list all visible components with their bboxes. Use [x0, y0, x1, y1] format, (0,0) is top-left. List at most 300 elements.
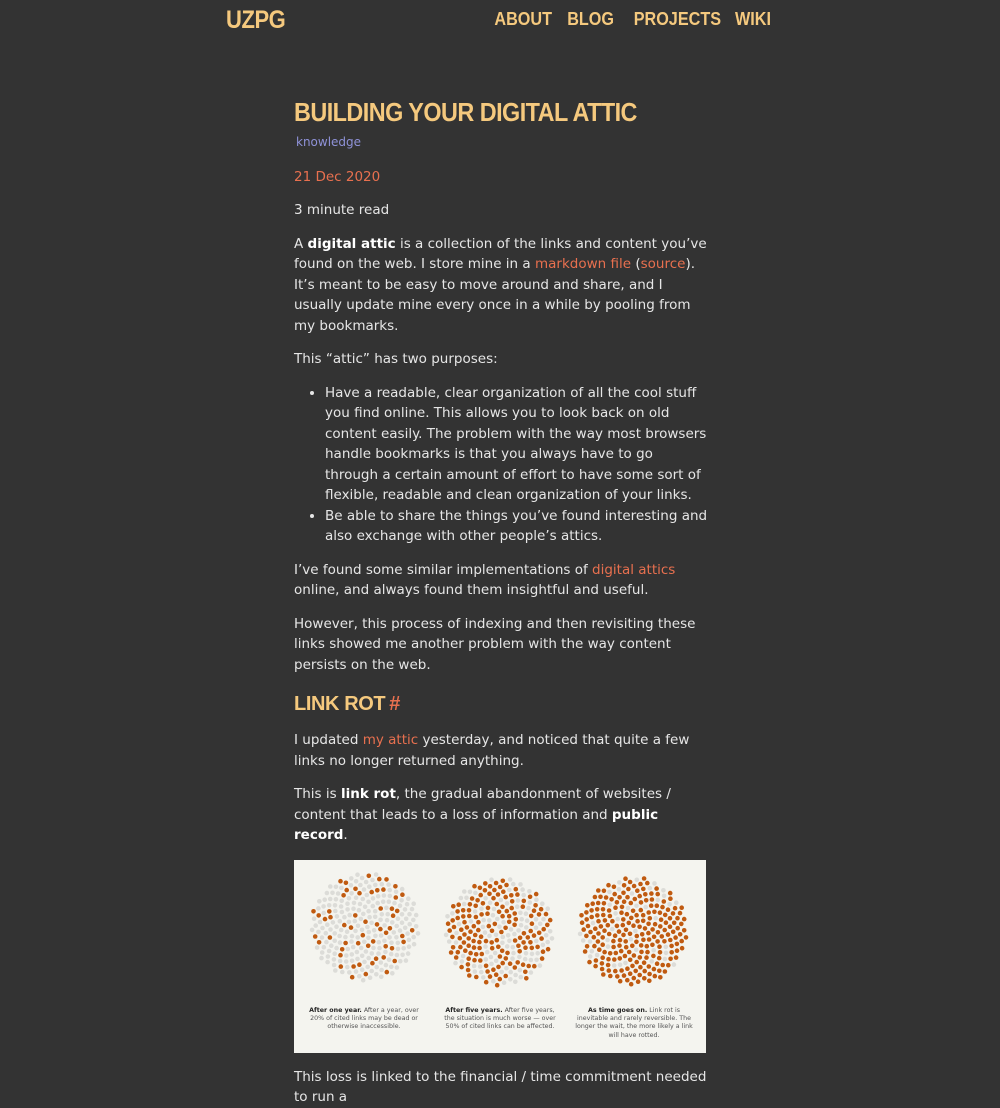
live-link-dot [544, 933, 549, 938]
live-link-dot [342, 914, 347, 919]
dead-link-dot [364, 971, 369, 976]
dead-link-dot [507, 919, 512, 924]
dead-link-dot [634, 959, 639, 964]
live-link-dot [384, 962, 389, 967]
dead-link-dot [673, 905, 678, 910]
live-link-dot [488, 900, 493, 905]
dead-link-dot [651, 953, 656, 958]
live-link-dot [517, 954, 522, 959]
dead-link-dot [381, 955, 386, 960]
live-link-dot [322, 944, 327, 949]
dead-link-dot [467, 973, 472, 978]
dead-link-dot [593, 963, 598, 968]
dead-link-dot [668, 937, 673, 942]
dead-link-dot [503, 894, 508, 899]
dead-link-dot [510, 899, 515, 904]
live-link-dot [457, 921, 462, 926]
dead-link-dot [675, 915, 680, 920]
dead-link-dot [458, 935, 463, 940]
dead-link-dot [477, 945, 482, 950]
dead-link-dot [658, 950, 663, 955]
live-link-dot [623, 960, 628, 965]
live-link-dot [395, 952, 400, 957]
text: I’ve found some similar implementations of [294, 561, 593, 578]
dead-link-dot [374, 956, 379, 961]
live-link-dot [481, 924, 486, 929]
caption-title: After one year. [309, 1006, 362, 1014]
dead-link-dot [311, 909, 316, 914]
dead-link-dot [684, 935, 689, 940]
dead-link-dot [612, 957, 617, 962]
dead-link-dot [378, 926, 383, 931]
dead-link-dot [596, 939, 601, 944]
live-link-dot [403, 925, 408, 930]
dead-link-dot [537, 912, 542, 917]
live-link-dot [317, 899, 322, 904]
dead-link-dot [474, 952, 479, 957]
live-link-dot [634, 903, 639, 908]
live-link-dot [349, 891, 354, 896]
bold-text: digital attic [307, 235, 396, 252]
live-link-dot [513, 979, 518, 984]
dead-link-dot [617, 895, 622, 900]
live-link-dot [473, 909, 478, 914]
live-link-dot [380, 881, 385, 886]
dead-link-dot [366, 943, 371, 948]
dead-link-dot [484, 963, 489, 968]
dead-link-dot [473, 903, 478, 908]
dead-link-dot [494, 880, 499, 885]
live-link-dot [357, 973, 362, 978]
live-link-dot [444, 932, 449, 937]
live-link-dot [447, 939, 452, 944]
dead-link-dot [593, 894, 598, 899]
source-link[interactable]: source [640, 256, 686, 272]
dead-link-dot [517, 949, 522, 954]
dead-link-dot [349, 925, 354, 930]
live-link-dot [541, 942, 546, 947]
live-link-dot [352, 900, 357, 905]
live-link-dot [312, 916, 317, 921]
live-link-dot [356, 923, 361, 928]
live-link-dot [515, 904, 520, 909]
live-link-dot [398, 903, 403, 908]
dead-link-dot [622, 899, 627, 904]
live-link-dot [396, 916, 401, 921]
live-link-dot [339, 898, 344, 903]
dead-link-dot [589, 914, 594, 919]
dead-link-dot [401, 939, 406, 944]
paragraph-purposes: This “attic” has two purposes: [294, 351, 498, 367]
dead-link-dot [507, 913, 512, 918]
dead-link-dot [675, 941, 680, 946]
dead-link-dot [487, 923, 492, 928]
dead-link-dot [451, 904, 456, 909]
live-link-dot [388, 893, 393, 898]
live-link-dot [349, 883, 354, 888]
dead-link-dot [375, 888, 380, 893]
live-link-dot [483, 896, 488, 901]
dead-link-dot [646, 921, 651, 926]
dead-link-dot [624, 927, 629, 932]
live-link-dot [400, 952, 405, 957]
live-link-dot [390, 920, 395, 925]
nav-blog[interactable]: BLOG [567, 9, 614, 29]
dead-link-dot [351, 964, 356, 969]
purposes-list [294, 383, 708, 547]
dead-link-dot [632, 975, 637, 980]
dead-link-dot [640, 932, 645, 937]
live-link-dot [519, 974, 524, 979]
dead-link-dot [631, 923, 636, 928]
dead-link-dot [459, 927, 464, 932]
dead-link-dot [458, 944, 463, 949]
dead-link-dot [505, 950, 510, 955]
dead-link-dot [660, 962, 665, 967]
live-link-dot [365, 964, 370, 969]
live-link-dot [479, 969, 484, 974]
live-link-dot [337, 933, 342, 938]
live-link-dot [524, 951, 529, 956]
dead-link-dot [618, 937, 623, 942]
live-link-dot [343, 934, 348, 939]
dead-link-dot [639, 900, 644, 905]
dead-link-dot [369, 889, 374, 894]
live-link-dot [387, 935, 392, 940]
dead-link-dot [678, 910, 683, 915]
dead-link-dot [608, 913, 613, 918]
live-link-dot [355, 935, 360, 940]
dead-link-dot [602, 901, 607, 906]
dead-link-dot [642, 976, 647, 981]
dead-link-dot [375, 922, 380, 927]
live-link-dot [389, 940, 394, 945]
live-link-dot [518, 882, 523, 887]
dead-link-dot [627, 949, 632, 954]
dead-link-dot [657, 955, 662, 960]
live-link-dot [524, 911, 529, 916]
dead-link-dot [497, 909, 502, 914]
live-link-dot [345, 929, 350, 934]
dead-link-dot [474, 914, 479, 919]
digital-attics-link[interactable]: digital attics [592, 561, 676, 578]
dead-link-dot [585, 944, 590, 949]
live-link-dot [511, 944, 516, 949]
dead-link-dot [653, 973, 658, 978]
dead-link-dot [587, 959, 592, 964]
live-link-dot [626, 905, 631, 910]
dead-link-dot [476, 927, 481, 932]
dead-link-dot [494, 972, 499, 977]
live-link-dot [374, 972, 379, 977]
dead-link-dot [675, 948, 680, 953]
live-link-dot [333, 908, 338, 913]
dead-link-dot [455, 915, 460, 920]
text: This is [294, 786, 341, 802]
dead-link-dot [498, 884, 503, 889]
dead-link-dot [456, 949, 461, 954]
live-link-dot [489, 877, 494, 882]
live-link-dot [540, 901, 545, 906]
live-link-dot [330, 890, 335, 895]
text: I updated [294, 732, 363, 748]
live-link-dot [325, 959, 330, 964]
dead-link-dot [341, 893, 346, 898]
dead-link-dot [633, 968, 638, 973]
dead-link-dot [530, 945, 535, 950]
dead-link-dot [523, 969, 528, 974]
live-link-dot [331, 920, 336, 925]
live-link-dot [667, 902, 672, 907]
live-link-dot [385, 911, 390, 916]
live-link-dot [370, 951, 375, 956]
live-link-dot [508, 877, 513, 882]
dead-link-dot [503, 925, 508, 930]
dead-link-dot [644, 898, 649, 903]
dead-link-dot [638, 881, 643, 886]
dead-link-dot [470, 896, 475, 901]
dead-link-dot [353, 913, 358, 918]
live-link-dot [354, 895, 359, 900]
bold-text: link rot [340, 786, 396, 802]
dead-link-dot [522, 898, 527, 903]
live-link-dot [379, 960, 384, 965]
live-link-dot [325, 922, 330, 927]
dead-link-dot [630, 963, 635, 968]
dead-link-dot [666, 962, 671, 967]
dead-link-dot [600, 961, 605, 966]
live-link-dot [399, 898, 404, 903]
live-link-dot [512, 931, 517, 936]
dead-link-dot [323, 916, 328, 921]
dead-link-dot [357, 962, 362, 967]
live-link-dot [534, 925, 539, 930]
live-link-dot [350, 933, 355, 938]
live-link-dot [663, 956, 668, 961]
dead-link-dot [455, 909, 460, 914]
dead-link-dot [641, 912, 646, 917]
live-link-dot [501, 919, 506, 924]
live-link-dot [591, 920, 596, 925]
caption-text: Link rot is inevitable and rarely reversible. The longer the wait, the more likely a link will have rotted. [575, 1006, 693, 1039]
dead-link-dot [537, 930, 542, 935]
live-link-dot [405, 931, 410, 936]
dead-link-dot [532, 963, 537, 968]
live-link-dot [578, 931, 583, 936]
live-link-dot [332, 938, 337, 943]
dead-link-dot [649, 903, 654, 908]
dead-link-dot [607, 968, 612, 973]
dead-link-dot [632, 883, 637, 888]
dead-link-dot [476, 919, 481, 924]
nav-projects[interactable]: PROJECTS [633, 9, 721, 29]
text: , the gradual abandonment of websites / content that leads to a loss of information and [294, 786, 671, 823]
dead-link-dot [468, 902, 473, 907]
dead-link-dot [491, 895, 496, 900]
dead-link-dot [450, 918, 455, 923]
dead-link-dot [500, 904, 505, 909]
dead-link-dot [614, 950, 619, 955]
heading-anchor-link[interactable]: # [389, 693, 400, 715]
text: ). It’s meant to be easy to move around and share, and I usually update mine every once in a while by pooling from my bookmarks. [294, 256, 696, 334]
live-link-dot [494, 932, 499, 937]
live-link-dot [334, 897, 339, 902]
live-link-dot [395, 965, 400, 970]
live-link-dot [347, 970, 352, 975]
dead-link-dot [643, 926, 648, 931]
live-link-dot [588, 954, 593, 959]
live-link-dot [382, 938, 387, 943]
live-link-dot [400, 912, 405, 917]
nav-wiki[interactable]: WIKI [735, 9, 771, 29]
live-link-dot [453, 960, 458, 965]
live-link-dot [612, 963, 617, 968]
dead-link-dot [636, 979, 641, 984]
live-link-dot [321, 910, 326, 915]
dead-link-dot [459, 964, 464, 969]
dead-link-dot [613, 933, 618, 938]
live-link-dot [332, 951, 337, 956]
dead-link-dot [618, 956, 623, 961]
live-link-dot [516, 898, 521, 903]
dead-link-dot [528, 940, 533, 945]
live-link-dot [324, 939, 329, 944]
live-link-dot [315, 945, 320, 950]
dead-link-dot [475, 898, 480, 903]
live-link-dot [484, 957, 489, 962]
dead-link-dot [496, 944, 501, 949]
live-link-dot [401, 946, 406, 951]
live-link-dot [383, 949, 388, 954]
live-link-dot [505, 901, 510, 906]
live-link-dot [362, 887, 367, 892]
dead-link-dot [532, 908, 537, 913]
dead-link-dot [594, 958, 599, 963]
dead-link-dot [642, 876, 647, 881]
dead-link-dot [596, 900, 601, 905]
live-link-dot [606, 944, 611, 949]
live-link-dot [400, 886, 405, 891]
dead-link-dot [660, 904, 665, 909]
caption-time-goes-on [574, 1007, 694, 1041]
live-link-dot [321, 904, 326, 909]
dead-link-dot [635, 888, 640, 893]
live-link-dot [381, 899, 386, 904]
live-link-dot [411, 901, 416, 906]
dead-link-dot [339, 964, 344, 969]
text: online, and always found them insightful and useful. [294, 582, 649, 598]
markdown-file-link[interactable]: markdown file [534, 256, 632, 272]
dead-link-dot [481, 901, 486, 906]
my-attic-link[interactable]: my attic [362, 732, 419, 748]
dead-link-dot [472, 945, 477, 950]
dead-link-dot [496, 964, 501, 969]
live-link-dot [334, 924, 339, 929]
live-link-dot [316, 929, 321, 934]
section-heading-link-rot [294, 691, 708, 717]
dead-link-dot [607, 908, 612, 913]
dead-link-dot [613, 968, 618, 973]
dead-link-dot [523, 945, 528, 950]
live-link-dot [359, 945, 364, 950]
live-link-dot [336, 891, 341, 896]
blog-post [294, 96, 708, 1108]
link-rot-figure [294, 860, 706, 1053]
live-link-dot [472, 963, 477, 968]
live-link-dot [378, 917, 383, 922]
dead-link-dot [501, 878, 506, 883]
live-link-dot [481, 917, 486, 922]
dead-link-dot [483, 881, 488, 886]
dead-link-dot [643, 892, 648, 897]
dead-link-dot [600, 935, 605, 940]
live-link-dot [360, 953, 365, 958]
text: ( [631, 256, 641, 272]
post-date: 21 Dec 2020 [294, 168, 381, 185]
dead-link-dot [377, 876, 382, 881]
dead-link-dot [485, 911, 490, 916]
dead-link-dot [647, 978, 652, 983]
live-link-dot [485, 949, 490, 954]
live-link-dot [370, 877, 375, 882]
live-link-dot [526, 905, 531, 910]
dead-link-dot [478, 892, 483, 897]
post-title: BUILDING YOUR DIGITAL ATTIC [294, 97, 637, 127]
dead-link-dot [668, 956, 673, 961]
read-time: 3 minute read [294, 202, 390, 218]
dead-link-dot [485, 969, 490, 974]
dead-link-dot [679, 905, 684, 910]
dead-link-dot [546, 946, 551, 951]
live-link-dot [635, 877, 640, 882]
dead-link-dot [390, 946, 395, 951]
live-link-dot [523, 956, 528, 961]
dead-link-dot [503, 973, 508, 978]
live-link-dot [355, 872, 360, 877]
live-link-dot [406, 896, 411, 901]
live-link-dot [535, 951, 540, 956]
post-tag[interactable]: knowledge [296, 135, 362, 149]
dead-link-dot [512, 922, 517, 927]
live-link-dot [361, 977, 366, 982]
live-link-dot [527, 889, 532, 894]
dead-link-dot [446, 921, 451, 926]
dead-link-dot [659, 917, 664, 922]
live-link-dot [325, 890, 330, 895]
dead-link-dot [646, 930, 651, 935]
dead-link-dot [611, 938, 616, 943]
dead-link-dot [596, 888, 601, 893]
site-logo[interactable]: UZPG [226, 6, 286, 34]
live-link-dot [371, 945, 376, 950]
dead-link-dot [466, 967, 471, 972]
dead-link-dot [447, 928, 452, 933]
live-link-dot [489, 961, 494, 966]
live-link-dot [358, 901, 363, 906]
dead-link-dot [400, 892, 405, 897]
live-link-dot [384, 905, 389, 910]
dead-link-dot [498, 954, 503, 959]
dead-link-dot [668, 890, 673, 895]
dead-link-dot [655, 903, 660, 908]
live-link-dot [508, 969, 513, 974]
nav-about[interactable]: ABOUT [494, 9, 552, 29]
dead-link-dot [363, 919, 368, 924]
dead-link-dot [606, 882, 611, 887]
dead-link-dot [634, 939, 639, 944]
dead-link-dot [623, 939, 628, 944]
dead-link-dot [468, 929, 473, 934]
